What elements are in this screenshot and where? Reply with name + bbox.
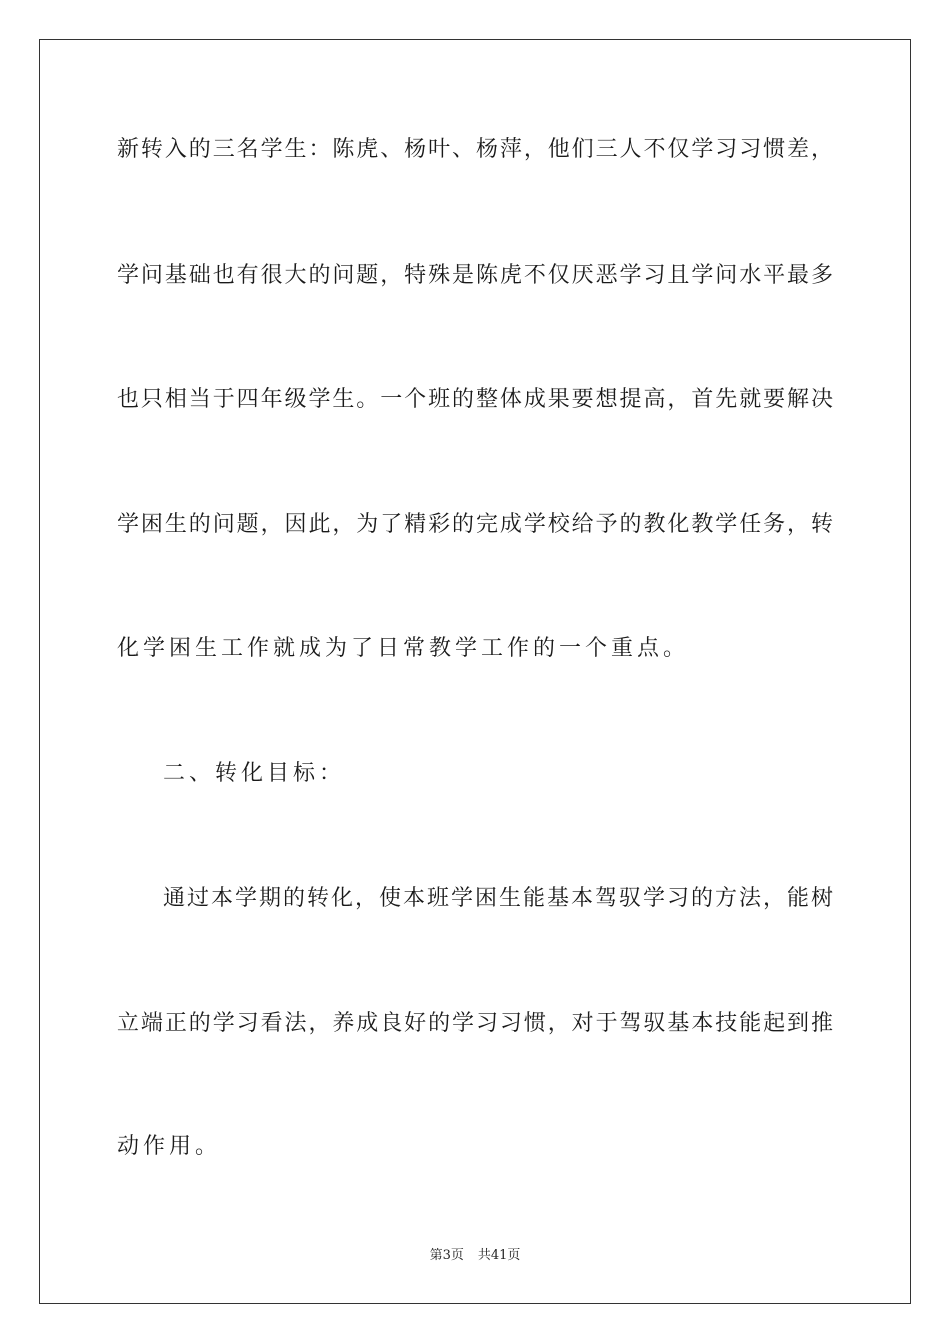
page-border (39, 39, 911, 1304)
paragraph-line: 立端正的学习看法，养成良好的学习习惯，对于驾驭基本技能起到推 (117, 1011, 833, 1036)
section-heading: 二、转化目标： (163, 761, 346, 786)
paragraph-line: 化学困生工作就成为了日常教学工作的一个重点。 (117, 636, 690, 661)
paragraph-line: 新转入的三名学生：陈虎、杨叶、杨萍，他们三人不仅学习习惯差， (117, 137, 833, 162)
paragraph-line: 也只相当于四年级学生。一个班的整体成果要想提高，首先就要解决 (117, 387, 833, 412)
paragraph-line: 学问基础也有很大的问题，特殊是陈虎不仅厌恶学习且学问水平最多 (117, 263, 833, 288)
total-pages: 共41页 (477, 1248, 521, 1263)
page-footer (0, 1247, 950, 1265)
paragraph-line: 通过本学期的转化，使本班学困生能基本驾驭学习的方法，能树 (163, 886, 833, 911)
page-number: 第3页 (429, 1248, 464, 1263)
paragraph-line: 动作用。 (117, 1134, 222, 1159)
paragraph-line: 学困生的问题，因此，为了精彩的完成学校给予的教化教学任务，转 (117, 512, 833, 537)
